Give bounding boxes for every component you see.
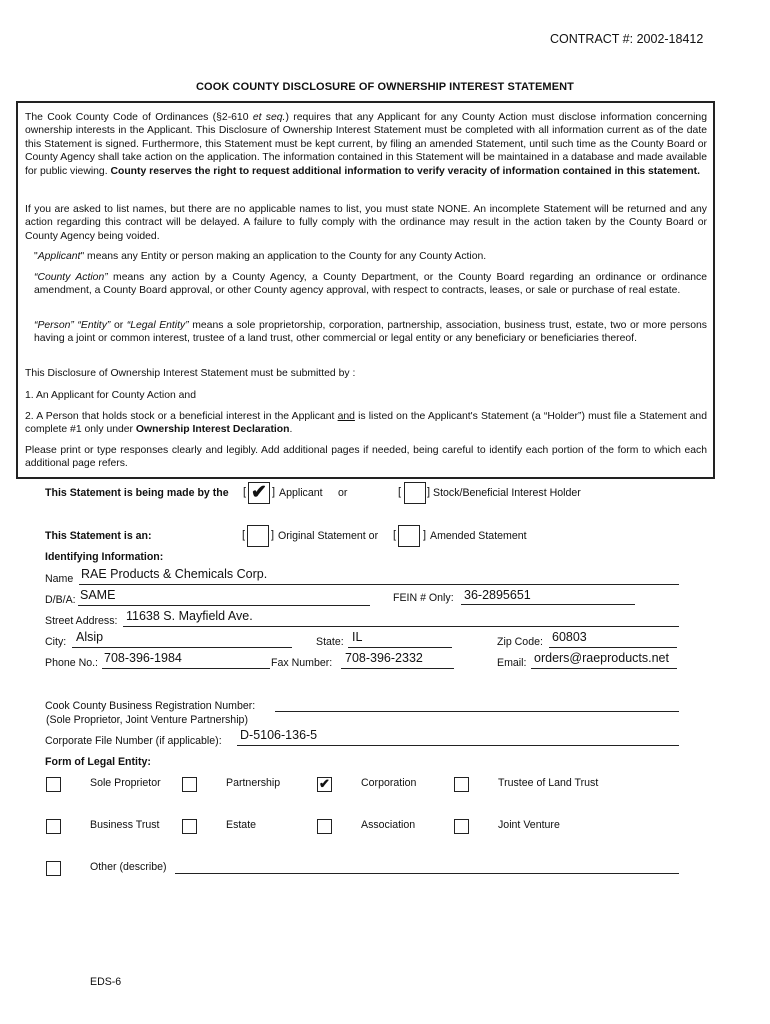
dba-field[interactable]: SAME <box>80 588 116 602</box>
fein-label: FEIN # Only: <box>393 592 454 604</box>
submit-item-2-underline: and <box>337 411 355 422</box>
state-underline <box>348 647 452 648</box>
email-label: Email: <box>497 657 527 669</box>
submit-item-2-bold: Ownership Interest Declaration <box>135 424 290 436</box>
association-label: Association <box>361 819 416 831</box>
phone-label: Phone No.: <box>45 657 99 669</box>
submit-item-1: 1. An Applicant for County Action and <box>25 390 196 401</box>
submit-item-2-text-b: is listed on the Applicant's Statement (a “Holder”) must file a Statement and complete #1 only under <box>25 411 707 436</box>
submit-item-2-end: . <box>289 424 293 436</box>
estate-label: Estate <box>226 819 257 831</box>
original-statement-label: Original Statement or <box>278 530 379 542</box>
fein-field[interactable]: 36-2895651 <box>464 588 531 602</box>
definition-applicant: "Applicant" means any Entity or person making an application to the County for any County Action. <box>34 251 487 262</box>
other-entity-checkbox[interactable] <box>46 861 61 876</box>
definition-county-action-term: County Action <box>37 272 105 283</box>
phone-underline <box>102 668 270 669</box>
definition-person-text: means a sole proprietorship, corporation, partnership, association, business trust, estate, two or more persons having a joint or common interest, trustee of a land trust, other commercial or legal entity or any beneficiary or beneficiaries thereof. <box>34 320 707 345</box>
name-label: Name <box>45 573 74 585</box>
other-entity-label: Other (describe) <box>90 861 167 873</box>
zip-label: Zip Code: <box>497 636 543 648</box>
definition-applicant-term: Applicant <box>37 251 81 262</box>
email-underline <box>531 668 677 669</box>
statement-type-label: This Statement is an: <box>45 530 152 542</box>
joint-venture-checkbox[interactable] <box>454 819 469 834</box>
partnership-checkbox[interactable] <box>182 777 197 792</box>
form-code: EDS-6 <box>90 976 122 988</box>
fax-field[interactable]: 708-396-2332 <box>345 651 423 665</box>
business-trust-checkbox[interactable] <box>46 819 61 834</box>
instructions-box <box>16 101 715 479</box>
fax-label: Fax Number: <box>271 657 333 669</box>
association-checkbox[interactable] <box>317 819 332 834</box>
bracket-close: ] <box>271 529 275 541</box>
joint-venture-label: Joint Venture <box>498 819 560 831</box>
sole-proprietor-label: Sole Proprietor <box>90 777 161 789</box>
email-field[interactable]: orders@raeproducts.net <box>534 651 669 665</box>
other-entity-underline <box>175 873 679 874</box>
corporation-checkbox[interactable]: ✔ <box>317 777 332 792</box>
intro-text-em: et seq. <box>252 112 286 123</box>
bracket-close: ] <box>427 486 431 498</box>
registration-label: Cook County Business Registration Number: <box>45 700 256 712</box>
made-by-label: This Statement is being made by the <box>45 487 229 499</box>
intro-text-b: ) requires that any Applicant for any County Action must disclose information concerning ownership interests in the Applicant. This Disclosure of Ownership Interest Statement must be completed with all information current as of the date this Statement is signed. Furthermore, this Statement must be kept current, by filing an amended Statement, until such time as the County Board or County Agency shall take action on the application. The information contained in this Statement will be maintained in a database and made available for public viewing. <box>25 112 707 177</box>
definition-person-term: Person <box>37 320 71 331</box>
fein-underline <box>461 604 635 605</box>
print-paragraph: Please print or type responses clearly and legibly. Add additional pages if needed, being careful to identify each portion of the form to which each additional page refers. <box>25 445 707 470</box>
registration-underline <box>275 711 679 712</box>
city-label: City: <box>45 636 67 648</box>
state-label: State: <box>316 636 344 648</box>
bracket-open: [ <box>398 486 402 498</box>
bracket-close: ] <box>272 486 276 498</box>
bracket-close: ] <box>423 529 427 541</box>
corporate-file-label: Corporate File Number (if applicable): <box>45 735 222 747</box>
dba-underline <box>78 605 370 606</box>
submit-paragraph: This Disclosure of Ownership Interest Statement must be submitted by : <box>25 368 356 379</box>
definition-person: “Person” “Entity” or “Legal Entity” means a sole proprietorship, corporation, partnership, association, business trust, estate, two or more persons having a joint or common interest, trustee of a land trust, other commercial or legal entity or any beneficiary or beneficiaries thereof. <box>34 320 707 345</box>
estate-checkbox[interactable] <box>182 819 197 834</box>
registration-note: (Sole Proprietor, Joint Venture Partnership) <box>46 714 248 726</box>
corporate-file-field[interactable]: D-5106-136-5 <box>240 728 318 742</box>
corporate-file-underline <box>237 745 679 746</box>
bracket-open: [ <box>242 529 246 541</box>
street-label: Street Address: <box>45 615 118 627</box>
street-field[interactable]: 11638 S. Mayfield Ave. <box>126 609 253 623</box>
state-field[interactable]: IL <box>352 630 363 644</box>
business-trust-label: Business Trust <box>90 819 160 831</box>
city-underline <box>72 647 292 648</box>
applicant-option-label: Applicant <box>279 487 323 499</box>
original-statement-checkbox[interactable] <box>247 525 269 547</box>
phone-field[interactable]: 708-396-1984 <box>104 651 182 665</box>
definition-county-action-text: means any action by a County Agency, a County Department, or the County Board regarding an ordinance or ordinance amendment, a County Board approval, or other County agency approval, with respect to contracts, leases, or sale or purchase of real estate. <box>34 272 707 297</box>
holder-option-label: Stock/Beneficial Interest Holder <box>433 487 581 499</box>
intro-text-bold: County reserves the right to request additional information to verify veracity of information contained in this statement. <box>110 165 700 177</box>
dba-label: D/B/A: <box>45 594 76 606</box>
names-paragraph: If you are asked to list names, but there are no applicable names to list, you must state NONE. An incomplete Statement will be returned and any action regarding this contract will be delayed. A failure to fully comply with the ordinance may result in the action taken by the County Board or County Agency being voided. <box>25 204 707 242</box>
name-underline <box>79 584 679 585</box>
holder-checkbox[interactable] <box>404 482 426 504</box>
definition-applicant-text: means any Entity or person making an application to the County for any County Action. <box>84 251 487 262</box>
submit-item-2 <box>25 410 707 437</box>
sole-proprietor-checkbox[interactable] <box>46 777 61 792</box>
applicant-checkbox[interactable]: ✔ <box>248 482 270 504</box>
zip-underline <box>549 647 677 648</box>
intro-text-a: The Cook County Code of Ordinances (§2-610 <box>25 112 253 123</box>
legal-entity-heading: Form of Legal Entity: <box>45 756 151 768</box>
city-field[interactable]: Alsip <box>76 630 104 644</box>
identifying-heading: Identifying Information: <box>45 551 164 563</box>
corporation-label: Corporation <box>361 777 417 789</box>
bracket-open: [ <box>243 486 247 498</box>
bracket-open: [ <box>393 529 397 541</box>
contract-number: CONTRACT #: 2002-18412 <box>550 32 704 46</box>
definition-legal-entity-term: Legal Entity <box>130 320 186 331</box>
street-underline <box>123 626 679 627</box>
partnership-label: Partnership <box>226 777 281 789</box>
document-title: COOK COUNTY DISCLOSURE OF OWNERSHIP INTEREST STATEMENT <box>196 81 574 93</box>
amended-statement-checkbox[interactable] <box>398 525 420 547</box>
name-field[interactable]: RAE Products & Chemicals Corp. <box>81 567 268 581</box>
definition-county-action: “County Action” means any action by a County Agency, a County Department, or the County Board regarding an ordinance or ordinance amendment, a County Board approval, or other County agency approval, with respect to contracts, leases, or sale or purchase of real estate. <box>34 272 707 297</box>
intro-paragraph <box>25 111 707 178</box>
amended-statement-label: Amended Statement <box>430 530 527 542</box>
submit-item-2-text-a: 2. A Person that holds stock or a beneficial interest in the Applicant <box>25 411 338 422</box>
trustee-land-trust-checkbox[interactable] <box>454 777 469 792</box>
trustee-land-trust-label: Trustee of Land Trust <box>498 777 599 789</box>
definition-entity-term: Entity <box>80 320 107 331</box>
zip-field[interactable]: 60803 <box>552 630 587 644</box>
or-label: or <box>338 487 348 499</box>
fax-underline <box>341 668 454 669</box>
